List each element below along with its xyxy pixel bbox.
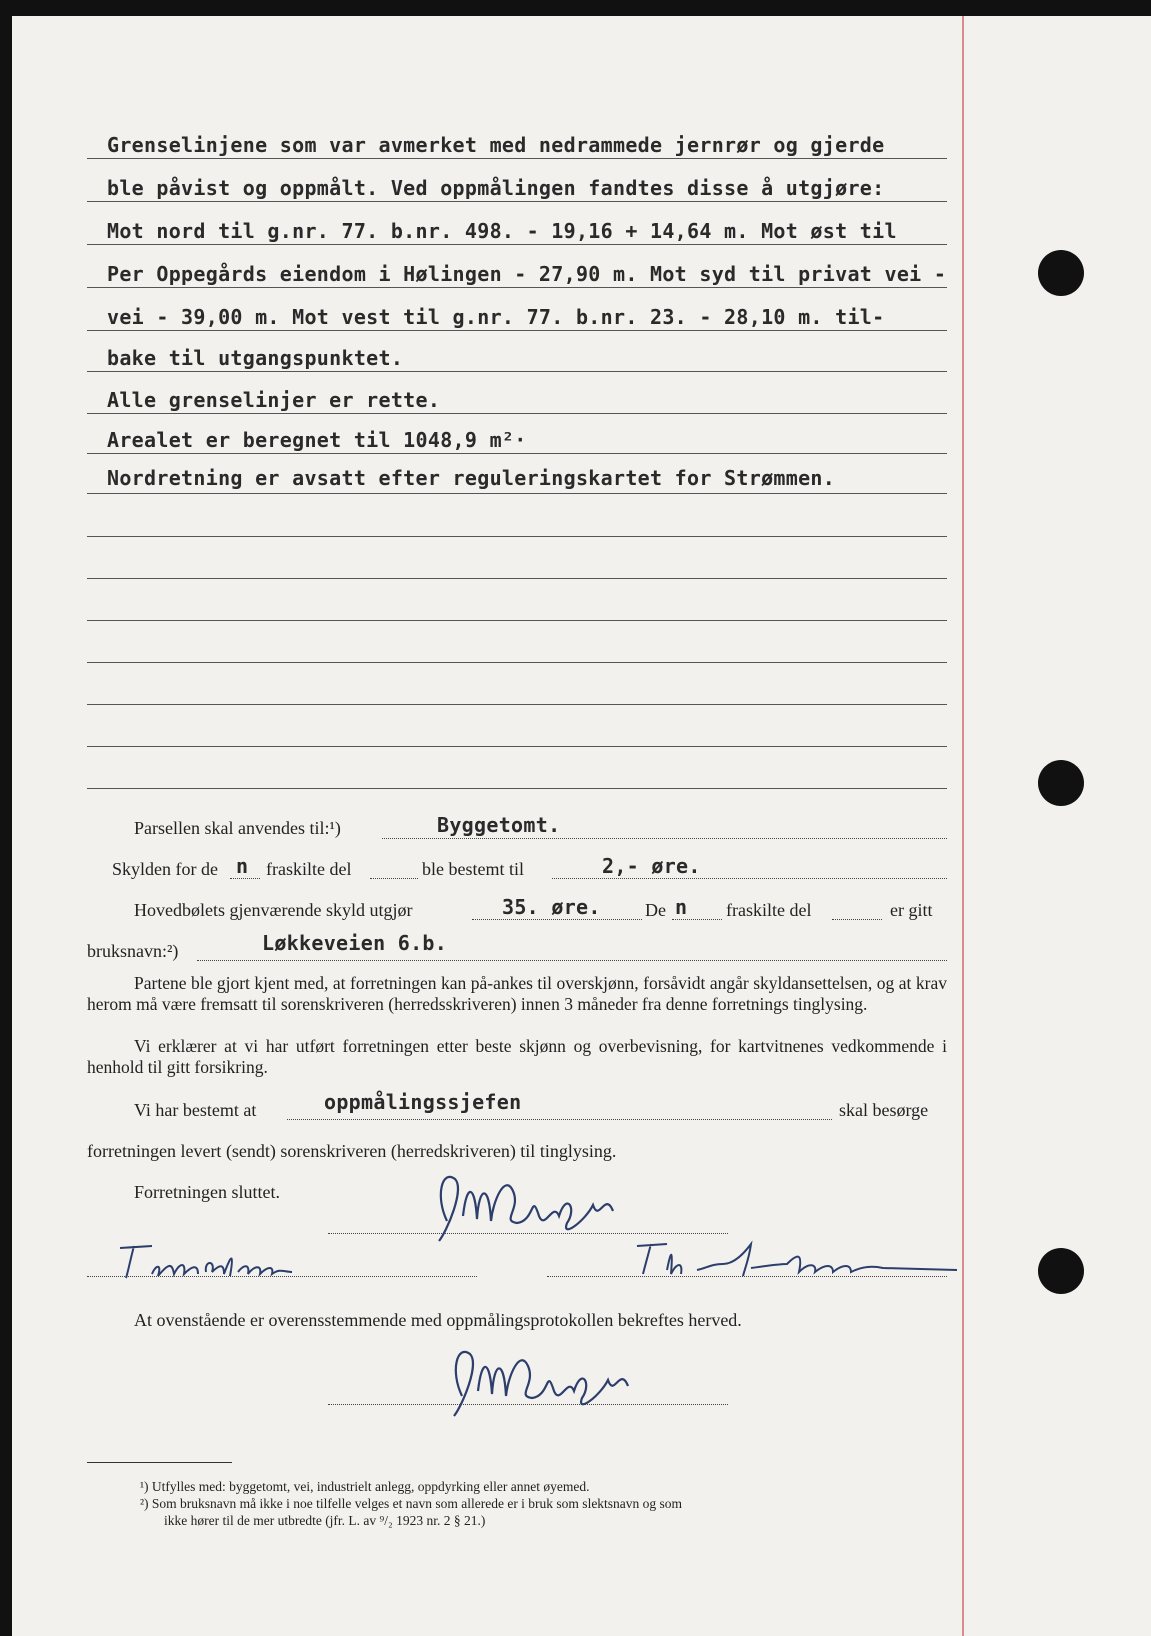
dotted-line: [230, 878, 260, 879]
paragraph-erklaering: Vi erklærer at vi har utført forretningen etter beste skjønn og overbevisning, for kartvitnenes vedkommende i henhold til gitt forsikring.: [87, 1036, 947, 1077]
hoved-label: Hovedbølets gjenværende skyld utgjør: [134, 900, 413, 920]
sluttet-text: Forretningen sluttet.: [134, 1182, 280, 1202]
footnote-2: ²) Som bruksnavn må ikke i noe tilfelle velges et navn som allerede er i bruk som slektsnavn og som: [140, 1496, 683, 1511]
blank-rule: [87, 578, 947, 579]
dotted-line: [370, 878, 418, 879]
parsellen-value: Byggetomt.: [437, 813, 561, 837]
blank-rule: [87, 536, 947, 537]
dotted-line: [382, 838, 947, 839]
typed-line-9: Nordretning er avsatt efter reguleringskartet for Strømmen.: [107, 466, 836, 490]
rule: [87, 413, 947, 414]
skylden-value: 2,- øre.: [602, 854, 701, 878]
rule: [87, 201, 947, 202]
dotted-line: [472, 919, 642, 920]
blank-rule: [87, 746, 947, 747]
bruksnavn-value: Løkkeveien 6.b.: [262, 931, 448, 955]
rule: [87, 371, 947, 372]
hoved-n: n: [675, 895, 688, 919]
bestemt-label: Vi har bestemt at: [134, 1100, 257, 1120]
blank-rule: [87, 788, 947, 789]
dotted-line: [672, 919, 722, 920]
document-page: [12, 16, 1151, 1636]
bekreftes-text: At ovenstående er overensstemmende med oppmålingsprotokollen bekreftes herved.: [134, 1310, 742, 1330]
typed-line-4: Per Oppegårds eiendom i Hølingen - 27,90 m. Mot syd til privat vei -: [107, 262, 947, 286]
dotted-line: [287, 1119, 832, 1120]
rule: [87, 158, 947, 159]
dotted-line: [552, 878, 947, 879]
rule: [87, 287, 947, 288]
levert-text: forretningen levert (sendt) sorenskriveren (herredskriveren) til tinglysing.: [87, 1141, 617, 1161]
footnote-1: ¹) Utfylles med: byggetomt, vei, industrielt anlegg, oppdyrking eller annet øyemed.: [140, 1479, 590, 1494]
punch-hole: [1038, 250, 1084, 296]
blank-rule: [87, 620, 947, 621]
paragraph-anke: Partene ble gjort kjent med, at forretningen kan på-ankes til overskjønn, forsåvidt angår skyldansettelsen, og at krav herom må være fremsatt til sorenskriveren (herredsskriveren) innen 3 måneder fra denne forretnings tinglysing.: [87, 973, 947, 1014]
signature-berg-1: [417, 1161, 657, 1251]
skylden-label-b: fraskilte del: [266, 859, 352, 879]
signature-berg-2: [432, 1336, 672, 1426]
signature-andersen: [627, 1234, 972, 1284]
parsellen-label: Parsellen skal anvendes til:¹): [134, 818, 341, 838]
bruksnavn-label: bruksnavn:²): [87, 941, 179, 961]
dotted-line: [832, 919, 882, 920]
dotted-line: [197, 960, 947, 961]
rule: [87, 453, 947, 454]
typed-line-6: bake til utgangspunktet.: [107, 346, 404, 370]
footnote-2-cont: ikke hører til de mer utbredte (jfr. L. av ⁹/₂ 1923 nr. 2 § 21.): [164, 1513, 486, 1528]
typed-line-3: Mot nord til g.nr. 77. b.nr. 498. - 19,16 + 14,64 m. Mot øst til: [107, 219, 897, 243]
punch-hole: [1038, 760, 1084, 806]
rule: [87, 244, 947, 245]
rule: [87, 330, 947, 331]
hoved-value: 35. øre.: [502, 895, 601, 919]
skylden-n: n: [236, 854, 249, 878]
skylden-label: Skylden for de: [112, 859, 218, 879]
hoved-label-c: fraskilte del: [726, 900, 812, 920]
hoved-label-d: er gitt: [890, 900, 933, 920]
typed-line-8: Arealet er beregnet til 1048,9 m²·: [107, 428, 527, 452]
punch-hole: [1038, 1248, 1084, 1294]
typed-line-1: Grenselinjene som var avmerket med nedrammede jernrør og gjerde: [107, 133, 885, 157]
blank-rule: [87, 704, 947, 705]
margin-line: [962, 16, 964, 1636]
footnote-separator: [87, 1462, 232, 1463]
typed-line-7: Alle grenselinjer er rette.: [107, 388, 441, 412]
bestemt-tail: skal besørge: [839, 1100, 929, 1120]
bestemt-value: oppmålingssjefen: [324, 1090, 522, 1114]
signature-tomas: [112, 1236, 312, 1286]
typed-line-2: ble påvist og oppmålt. Ved oppmålingen fandtes disse å utgjøre:: [107, 176, 885, 200]
hoved-label-b: De: [645, 900, 666, 920]
typed-line-5: vei - 39,00 m. Mot vest til g.nr. 77. b.nr. 23. - 28,10 m. til-: [107, 305, 885, 329]
skylden-label-c: ble bestemt til: [422, 859, 524, 879]
blank-rule: [87, 662, 947, 663]
rule: [87, 493, 947, 494]
